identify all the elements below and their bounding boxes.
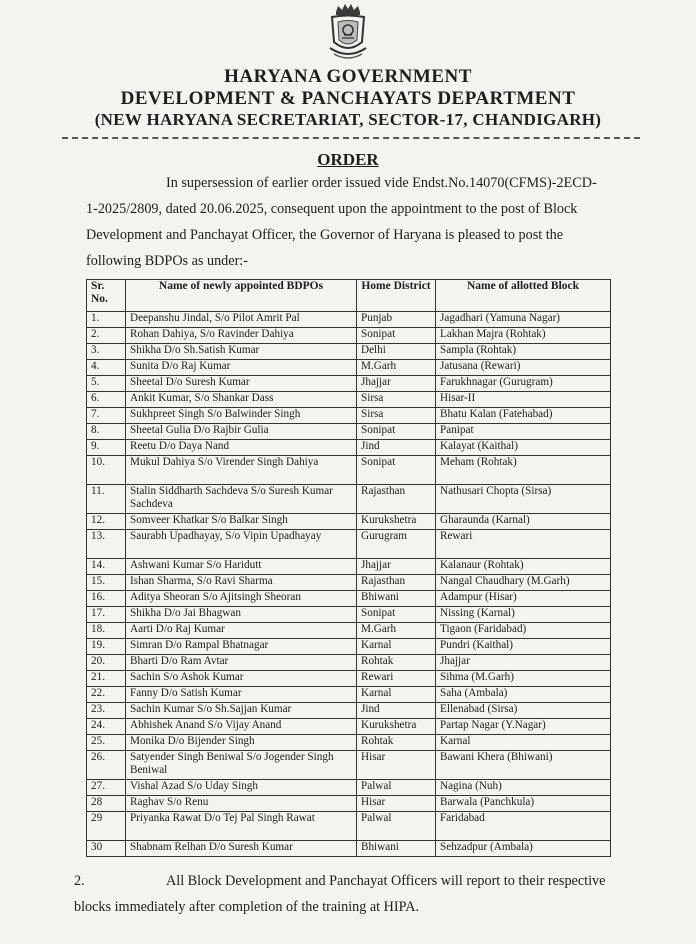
table-row	[87, 440, 611, 456]
bdpo-posting-table	[86, 279, 611, 857]
name-cell: Deepanshu Jindal, S/o Pilot Amrit Pal	[126, 312, 357, 328]
haryana-state-emblem-icon	[324, 2, 372, 64]
sr-cell: 10.	[87, 456, 126, 485]
sr-cell: 23.	[87, 703, 126, 719]
district-cell: Sonipat	[357, 456, 436, 485]
name-cell: Ankit Kumar, S/o Shankar Dass	[126, 392, 357, 408]
block-cell: Rewari	[436, 530, 611, 559]
header-home-district: Home District	[357, 280, 436, 312]
district-cell: Karnal	[357, 639, 436, 655]
intro-text: In supersession of earlier order issued vide Endst.No.14070(CFMS)-2ECD-1-2025/2809, dated 20.06.2025, consequent upon the appointment to the post of Block Development and Panchayat Officer, the Governor of Haryana is pleased to post the following BDPOs as under:-	[86, 175, 597, 269]
sr-cell: 1.	[87, 312, 126, 328]
header-divider	[62, 137, 640, 139]
district-cell: Sirsa	[357, 392, 436, 408]
table-row	[87, 812, 611, 841]
block-cell: Bawani Khera (Bhiwani)	[436, 751, 611, 780]
table-row	[87, 780, 611, 796]
block-cell: Kalanaur (Rohtak)	[436, 559, 611, 575]
table-row	[87, 456, 611, 485]
block-cell: Sehzadpur (Ambala)	[436, 841, 611, 857]
table-row	[87, 639, 611, 655]
table-row	[87, 841, 611, 857]
header-sr-no: Sr. No.	[87, 280, 126, 312]
district-cell: Palwal	[357, 780, 436, 796]
sr-cell: 24.	[87, 719, 126, 735]
sr-cell: 25.	[87, 735, 126, 751]
sr-cell: 5.	[87, 376, 126, 392]
district-cell: Kurukshetra	[357, 514, 436, 530]
block-cell: Karnal	[436, 735, 611, 751]
address-heading: (NEW HARYANA SECRETARIAT, SECTOR-17, CHANDIGARH)	[94, 110, 602, 129]
sr-cell: 29	[87, 812, 126, 841]
table-row	[87, 607, 611, 623]
instruction-paragraph	[74, 868, 614, 920]
district-cell: Bhiwani	[357, 591, 436, 607]
table-row	[87, 623, 611, 639]
district-cell: Delhi	[357, 344, 436, 360]
district-cell: Jind	[357, 440, 436, 456]
block-cell: Sampla (Rohtak)	[436, 344, 611, 360]
name-cell: Satyender Singh Beniwal S/o Jogender Singh Beniwal	[126, 751, 357, 780]
block-cell: Farukhnagar (Gurugram)	[436, 376, 611, 392]
block-cell: Gharaunda (Karnal)	[436, 514, 611, 530]
sr-cell: 27.	[87, 780, 126, 796]
instruction-number: 2.	[74, 873, 85, 889]
table-row	[87, 312, 611, 328]
sr-cell: 19.	[87, 639, 126, 655]
district-cell: Jhajjar	[357, 376, 436, 392]
district-cell: Rewari	[357, 671, 436, 687]
sr-cell: 26.	[87, 751, 126, 780]
name-cell: Fanny D/o Satish Kumar	[126, 687, 357, 703]
table-row	[87, 344, 611, 360]
name-cell: Sachin Kumar S/o Sh.Sajjan Kumar	[126, 703, 357, 719]
table-row	[87, 719, 611, 735]
block-cell: Ellenabad (Sirsa)	[436, 703, 611, 719]
table-row	[87, 530, 611, 559]
district-cell: Rajasthan	[357, 485, 436, 514]
table-row	[87, 360, 611, 376]
sr-cell: 7.	[87, 408, 126, 424]
district-cell: M.Garh	[357, 623, 436, 639]
district-cell: Hisar	[357, 796, 436, 812]
name-cell: Raghav S/o Renu	[126, 796, 357, 812]
sr-cell: 6.	[87, 392, 126, 408]
district-cell: Karnal	[357, 687, 436, 703]
name-cell: Ishan Sharma, S/o Ravi Sharma	[126, 575, 357, 591]
name-cell: Sunita D/o Raj Kumar	[126, 360, 357, 376]
district-cell: Rohtak	[357, 655, 436, 671]
block-cell: Nissing (Karnal)	[436, 607, 611, 623]
order-title	[0, 150, 696, 170]
name-cell: Stalin Siddharth Sachdeva S/o Suresh Kumar Sachdeva	[126, 485, 357, 514]
name-cell: Sukhpreet Singh S/o Balwinder Singh	[126, 408, 357, 424]
table-row	[87, 514, 611, 530]
district-cell: Rohtak	[357, 735, 436, 751]
table-row	[87, 671, 611, 687]
sr-cell: 17.	[87, 607, 126, 623]
block-cell: Hisar-II	[436, 392, 611, 408]
block-cell: Barwala (Panchkula)	[436, 796, 611, 812]
sr-cell: 21.	[87, 671, 126, 687]
district-cell: Rajasthan	[357, 575, 436, 591]
table-header-row	[87, 280, 611, 312]
district-cell: Bhiwani	[357, 841, 436, 857]
district-cell: Jind	[357, 703, 436, 719]
table-row	[87, 559, 611, 575]
sr-cell: 22.	[87, 687, 126, 703]
name-cell: Shabnam Relhan D/o Suresh Kumar	[126, 841, 357, 857]
sr-cell: 4.	[87, 360, 126, 376]
sr-cell: 30	[87, 841, 126, 857]
name-cell: Sachin S/o Ashok Kumar	[126, 671, 357, 687]
name-cell: Shikha D/o Sh.Satish Kumar	[126, 344, 357, 360]
district-cell: Hisar	[357, 751, 436, 780]
sr-cell: 9.	[87, 440, 126, 456]
sr-cell: 13.	[87, 530, 126, 559]
block-cell: Nangal Chaudhary (M.Garh)	[436, 575, 611, 591]
table-row	[87, 655, 611, 671]
district-cell: Punjab	[357, 312, 436, 328]
table-row	[87, 575, 611, 591]
block-cell: Nathusari Chopta (Sirsa)	[436, 485, 611, 514]
table-row	[87, 392, 611, 408]
name-cell: Reetu D/o Daya Nand	[126, 440, 357, 456]
name-cell: Saurabh Upadhayay, S/o Vipin Upadhayay	[126, 530, 357, 559]
header-name: Name of newly appointed BDPOs	[126, 280, 357, 312]
block-cell: Tigaon (Faridabad)	[436, 623, 611, 639]
block-cell: Bhatu Kalan (Fatehabad)	[436, 408, 611, 424]
district-cell: Sonipat	[357, 424, 436, 440]
table-row	[87, 703, 611, 719]
name-cell: Mukul Dahiya S/o Virender Singh Dahiya	[126, 456, 357, 485]
district-cell: M.Garh	[357, 360, 436, 376]
block-cell: Lakhan Majra (Rohtak)	[436, 328, 611, 344]
block-cell: Jagadhari (Yamuna Nagar)	[436, 312, 611, 328]
sr-cell: 12.	[87, 514, 126, 530]
name-cell: Sheetal Gulia D/o Rajbir Gulia	[126, 424, 357, 440]
name-cell: Aarti D/o Raj Kumar	[126, 623, 357, 639]
block-cell: Sihma (M.Garh)	[436, 671, 611, 687]
sr-cell: 2.	[87, 328, 126, 344]
block-cell: Meham (Rohtak)	[436, 456, 611, 485]
district-cell: Gurugram	[357, 530, 436, 559]
sr-cell: 16.	[87, 591, 126, 607]
table-row	[87, 424, 611, 440]
table-row	[87, 408, 611, 424]
sr-cell: 11.	[87, 485, 126, 514]
district-cell: Sirsa	[357, 408, 436, 424]
intro-paragraph	[86, 170, 606, 274]
sr-cell: 8.	[87, 424, 126, 440]
name-cell: Vishal Azad S/o Uday Singh	[126, 780, 357, 796]
name-cell: Simran D/o Rampal Bhatnagar	[126, 639, 357, 655]
header-allotted-block: Name of allotted Block	[436, 280, 611, 312]
block-cell: Jatusana (Rewari)	[436, 360, 611, 376]
district-cell: Palwal	[357, 812, 436, 841]
block-cell: Jhajjar	[436, 655, 611, 671]
name-cell: Priyanka Rawat D/o Tej Pal Singh Rawat	[126, 812, 357, 841]
instruction-text: All Block Development and Panchayat Officers will report to their respective blocks immediately after completion of the training at HIPA.	[74, 873, 606, 915]
block-cell: Saha (Ambala)	[436, 687, 611, 703]
block-cell: Pundri (Kaithal)	[436, 639, 611, 655]
district-cell: Sonipat	[357, 328, 436, 344]
district-cell: Sonipat	[357, 607, 436, 623]
table-row	[87, 751, 611, 780]
block-cell: Partap Nagar (Y.Nagar)	[436, 719, 611, 735]
order-title-text: ORDER	[317, 150, 379, 169]
name-cell: Ashwani Kumar S/o Haridutt	[126, 559, 357, 575]
district-cell: Kurukshetra	[357, 719, 436, 735]
name-cell: Monika D/o Bijender Singh	[126, 735, 357, 751]
table-row	[87, 735, 611, 751]
district-cell: Jhajjar	[357, 559, 436, 575]
table-row	[87, 796, 611, 812]
sr-cell: 15.	[87, 575, 126, 591]
table-row	[87, 485, 611, 514]
sr-cell: 20.	[87, 655, 126, 671]
block-cell: Adampur (Hisar)	[436, 591, 611, 607]
sr-cell: 18.	[87, 623, 126, 639]
name-cell: Rohan Dahiya, S/o Ravinder Dahiya	[126, 328, 357, 344]
table-row	[87, 376, 611, 392]
table-row	[87, 687, 611, 703]
name-cell: Sheetal D/o Suresh Kumar	[126, 376, 357, 392]
name-cell: Aditya Sheoran S/o Ajitsingh Sheoran	[126, 591, 357, 607]
table-row	[87, 591, 611, 607]
name-cell: Bharti D/o Ram Avtar	[126, 655, 357, 671]
name-cell: Abhishek Anand S/o Vijay Anand	[126, 719, 357, 735]
block-cell: Nagina (Nuh)	[436, 780, 611, 796]
department-heading: DEVELOPMENT & PANCHAYATS DEPARTMENT	[120, 88, 576, 109]
sr-cell: 28	[87, 796, 126, 812]
name-cell: Shikha D/o Jai Bhagwan	[126, 607, 357, 623]
block-cell: Faridabad	[436, 812, 611, 841]
block-cell: Panipat	[436, 424, 611, 440]
table-row	[87, 328, 611, 344]
name-cell: Somveer Khatkar S/o Balkar Singh	[126, 514, 357, 530]
sr-cell: 14.	[87, 559, 126, 575]
government-heading: HARYANA GOVERNMENT	[224, 66, 472, 87]
block-cell: Kalayat (Kaithal)	[436, 440, 611, 456]
sr-cell: 3.	[87, 344, 126, 360]
